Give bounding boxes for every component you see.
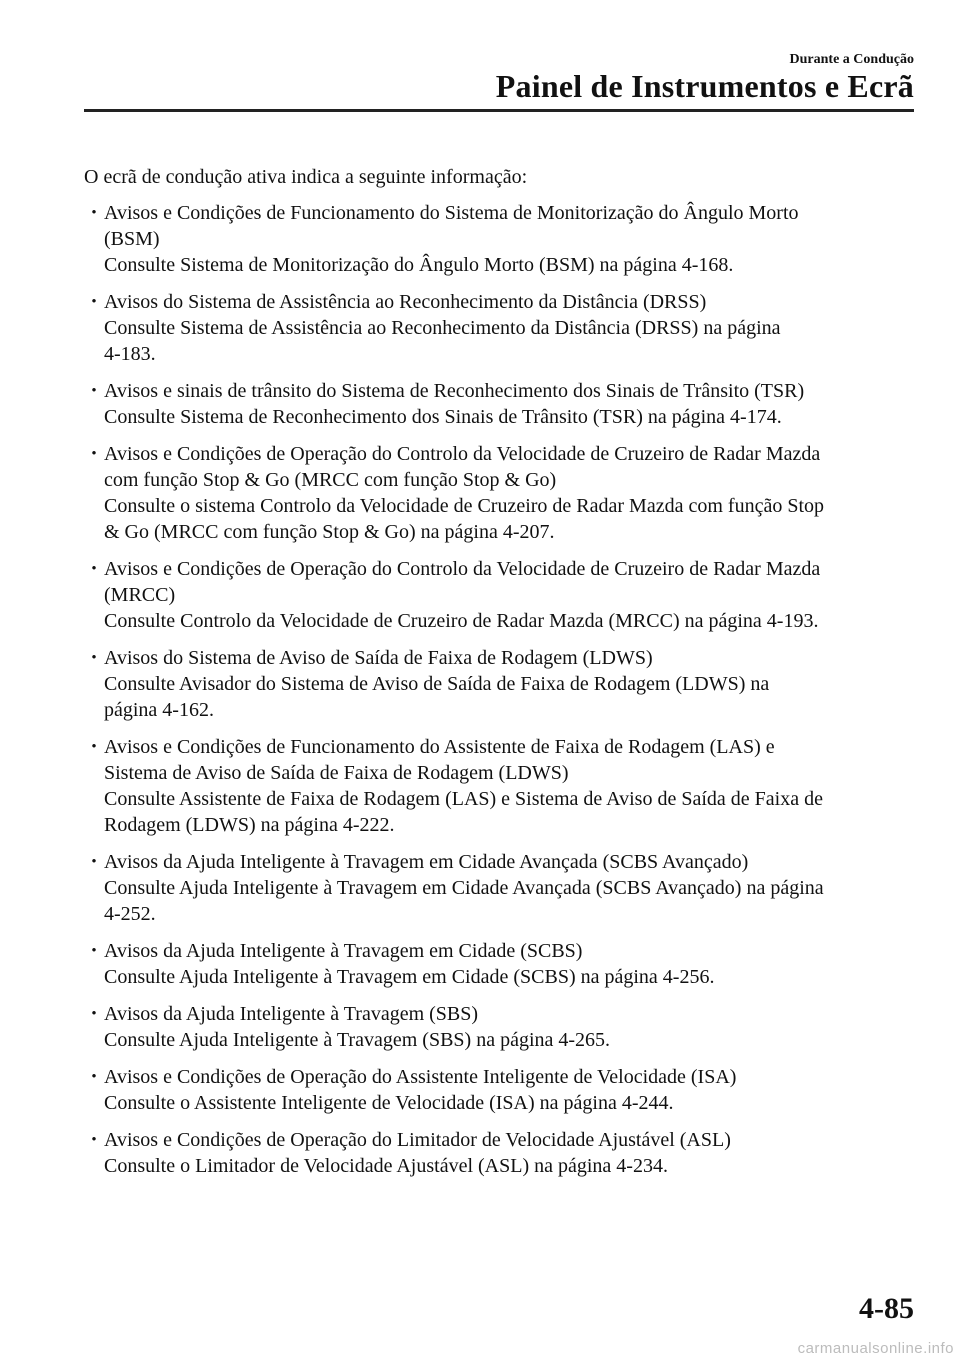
bullet-icon: • [91,943,97,959]
bullet-icon: • [91,383,97,399]
item-text: Consulte Sistema de Monitorização do Ângulo Morto (BSM) na página 4-168. [104,254,734,276]
item-text: Consulte Ajuda Inteligente à Travagem (SBS) na página 4-265. [104,1029,611,1051]
item-heading: Avisos da Ajuda Inteligente à Travagem em Cidade (SCBS) [104,940,583,962]
bullet-icon: • [91,1132,97,1148]
item-text: Consulte o Limitador de Velocidade Ajustável (ASL) na página 4-234. [104,1155,668,1177]
bullet-icon: • [91,294,97,310]
bullet-icon: • [91,739,97,755]
list-item [84,645,914,723]
list-item [84,734,914,838]
item-text: Consulte Sistema de Reconhecimento dos Sinais de Trânsito (TSR) na página 4-174. [104,406,782,428]
item-heading: Avisos da Ajuda Inteligente à Travagem em Cidade Avançada (SCBS Avançado) [104,851,749,873]
item-heading: Avisos e Condições de Operação do Controlo da Velocidade de Cruzeiro de Radar Mazda [104,558,821,580]
list-item [84,289,914,367]
bullet-icon: • [91,1006,97,1022]
list-item [84,938,914,990]
item-text: Consulte Ajuda Inteligente à Travagem em Cidade (SCBS) na página 4-256. [104,966,715,988]
item-text: página 4-162. [104,699,214,721]
intro-text: O ecrã de condução ativa indica a seguinte informação: [84,166,528,188]
list-item [84,378,914,430]
item-heading: Avisos e sinais de trânsito do Sistema de Reconhecimento dos Sinais de Trânsito (TSR) [104,380,805,402]
item-heading: Avisos e Condições de Operação do Assistente Inteligente de Velocidade (ISA) [104,1066,737,1088]
item-text: com função Stop & Go (MRCC com função Stop & Go) [104,469,557,491]
item-heading: Avisos e Condições de Funcionamento do Assistente de Faixa de Rodagem (LAS) e [104,736,775,758]
list-item [84,441,914,545]
item-text: 4-183. [104,343,156,365]
section-label: Durante a Condução [789,52,914,67]
item-text: Consulte Ajuda Inteligente à Travagem em Cidade Avançada (SCBS Avançado) na página [104,877,824,899]
watermark: carmanualsonline.info [797,1340,954,1357]
item-text: (BSM) [104,228,160,250]
bullet-icon: • [91,854,97,870]
list-item [84,1001,914,1053]
bullet-icon: • [91,650,97,666]
item-heading: Avisos do Sistema de Aviso de Saída de Faixa de Rodagem (LDWS) [104,647,653,669]
bullet-icon: • [91,446,97,462]
info-list [84,200,914,1190]
bullet-icon: • [91,205,97,221]
page-title: Painel de Instrumentos e Ecrã [495,68,914,104]
item-heading: Avisos da Ajuda Inteligente à Travagem (SBS) [104,1003,479,1025]
page-number: 4-85 [859,1292,914,1325]
item-text: Consulte Avisador do Sistema de Aviso de Saída de Faixa de Rodagem (LDWS) na [104,673,770,695]
item-text: (MRCC) [104,584,176,606]
item-text: Consulte o sistema Controlo da Velocidade de Cruzeiro de Radar Mazda com função Stop [104,495,824,517]
list-item [84,200,914,278]
item-heading: Avisos do Sistema de Assistência ao Reconhecimento da Distância (DRSS) [104,291,707,313]
list-item [84,556,914,634]
item-text: Sistema de Aviso de Saída de Faixa de Rodagem (LDWS) [104,762,569,784]
item-heading: Avisos e Condições de Operação do Controlo da Velocidade de Cruzeiro de Radar Mazda [104,443,821,465]
item-text: Rodagem (LDWS) na página 4-222. [104,814,395,836]
item-text: & Go (MRCC com função Stop & Go) na página 4-207. [104,521,555,543]
list-item [84,849,914,927]
item-heading: Avisos e Condições de Funcionamento do Sistema de Monitorização do Ângulo Morto [104,202,799,224]
list-item [84,1127,914,1179]
header-divider [84,109,914,112]
item-text: Consulte o Assistente Inteligente de Velocidade (ISA) na página 4-244. [104,1092,674,1114]
item-text: Consulte Sistema de Assistência ao Reconhecimento da Distância (DRSS) na página [104,317,781,339]
bullet-icon: • [91,1069,97,1085]
bullet-icon: • [91,561,97,577]
item-text: Consulte Controlo da Velocidade de Cruzeiro de Radar Mazda (MRCC) na página 4-193. [104,610,819,632]
list-item [84,1064,914,1116]
item-text: 4-252. [104,903,156,925]
item-text: Consulte Assistente de Faixa de Rodagem (LAS) e Sistema de Aviso de Saída de Faixa de [104,788,823,810]
item-heading: Avisos e Condições de Operação do Limitador de Velocidade Ajustável (ASL) [104,1129,731,1151]
